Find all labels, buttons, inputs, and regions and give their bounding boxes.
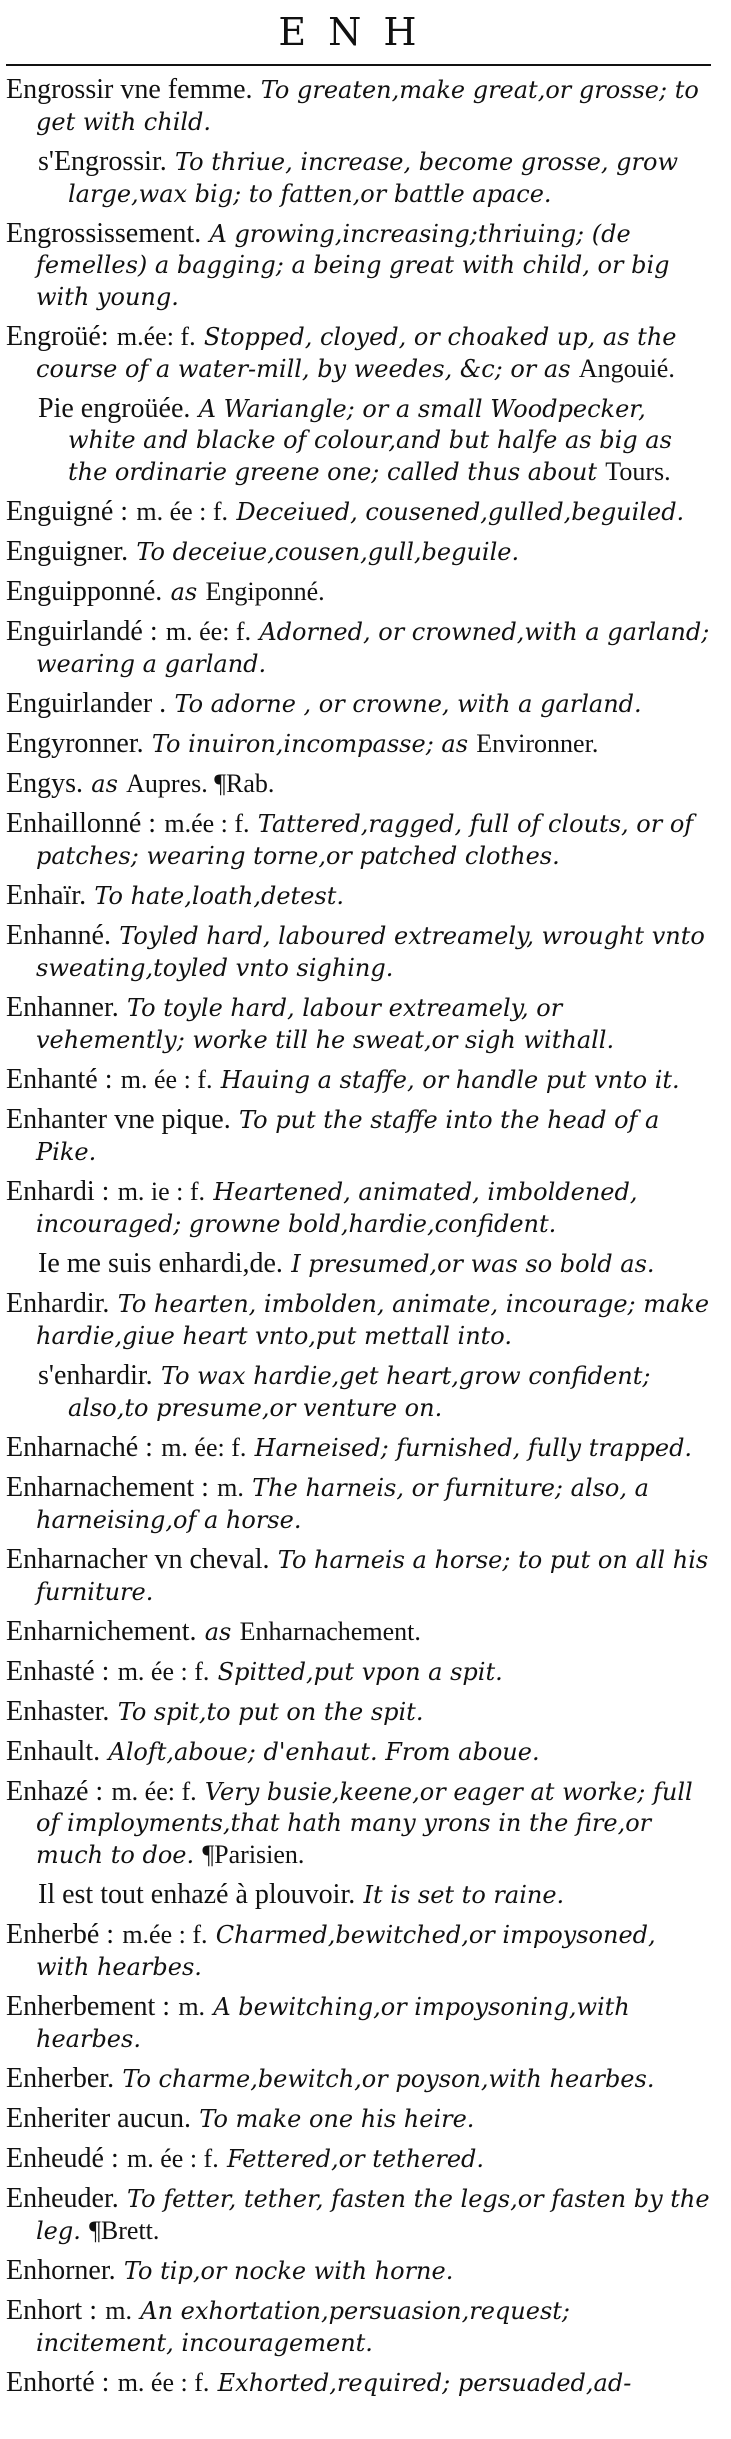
entry-grammar: m. ée: f. — [111, 1777, 197, 1806]
entry-headword: Enguirlander . — [6, 688, 167, 719]
entry-headword: Ie me suis enhardi,de. — [38, 1248, 283, 1279]
entry-definition: To spit,to put on the spit. — [117, 1698, 424, 1726]
dictionary-entry — [6, 2103, 711, 2135]
entry-definition: as — [204, 1618, 232, 1646]
dictionary-entry — [6, 536, 711, 568]
dictionary-entry — [6, 1360, 711, 1424]
entry-headword: Enheriter aucun. — [6, 2103, 192, 2134]
entry-definition: To adorne , or crowne, with a garland. — [174, 690, 642, 718]
dictionary-entry — [6, 1991, 711, 2055]
entry-definition: Exhorted,required; persuaded,ad- — [217, 2369, 632, 2397]
entry-headword: Enherbé : — [6, 1919, 115, 1950]
dictionary-entry — [6, 808, 711, 872]
entry-headword: Enharnachement : — [6, 1472, 209, 1503]
entry-headword: Enhorner. — [6, 2255, 116, 2286]
dictionary-entry — [6, 1176, 711, 1240]
entry-headword: Enhardir. — [6, 1288, 110, 1319]
dictionary-entry — [6, 321, 711, 385]
dictionary-entry — [6, 992, 711, 1056]
entry-headword: Enhanté : — [6, 1064, 113, 1095]
entry-definition: Spitted,put vpon a spit. — [217, 1658, 503, 1686]
entry-definition: Tattered,ragged, full of clouts, or of patches; wearing torne,or patched clothes. — [36, 810, 694, 870]
entry-headword: Engrossir vne femme. — [6, 74, 253, 105]
entry-definition: To harneis a horse; to put on all his furniture. — [36, 1546, 709, 1606]
entry-headword: Enguirlandé : — [6, 616, 158, 647]
dictionary-entry — [6, 2367, 711, 2399]
dictionary-entry — [6, 74, 711, 138]
entry-headword: Pie engroüée. — [38, 393, 191, 424]
entry-definition: To hearten, imbolden, animate, incourage; make hardie,giue heart vnto,put mettall into. — [36, 1290, 710, 1350]
entry-reference: ¶Parisien. — [202, 1840, 305, 1869]
entry-headword: Enharnacher vn cheval. — [6, 1544, 270, 1575]
entry-headword: Enguigné : — [6, 496, 129, 527]
entry-grammar: m. ée : f. — [117, 2368, 210, 2397]
entry-headword: Enhanné. — [6, 920, 111, 951]
dictionary-entry — [6, 920, 711, 984]
entry-grammar: m. ée : f. — [127, 2144, 219, 2173]
entry-headword: Enherbement : — [6, 1991, 171, 2022]
entry-definition: A Wariangle; or a small Woodpecker, white and blacke of colour,and but halfe as big as the ordinarie greene one; called thus about — [68, 395, 672, 486]
entry-definition: Stopped, cloyed, or choaked up, as the course of a water-mill, by weedes, &c; or as — [36, 323, 677, 383]
entry-definition: To greaten,make great,or grosse; to get with child. — [36, 76, 699, 136]
entry-headword: Engroüé: — [6, 321, 109, 352]
entry-headword: Il est tout enhazé à plouvoir. — [38, 1879, 356, 1910]
entry-headword: s'Engrossir. — [38, 146, 167, 177]
entry-definition: Adorned, or crowned,with a garland; wearing a garland. — [36, 618, 710, 678]
entry-grammar: m. ie : f. — [117, 1177, 206, 1206]
dictionary-entry — [6, 688, 711, 720]
entry-definition: To hate,loath,detest. — [94, 882, 344, 910]
entry-headword: Enhanter vne pique. — [6, 1104, 231, 1135]
entry-definition: To toyle hard, labour extreamely, or vehemently; worke till he sweat,or sigh withall. — [36, 994, 615, 1054]
entry-definition: Fettered,or tethered. — [226, 2145, 485, 2173]
entry-definition: To charme,bewitch,or poyson,with hearbes. — [122, 2065, 655, 2093]
dictionary-entry — [6, 728, 711, 760]
entry-definition: The harneis, or furniture; also, a harneising,of a horse. — [36, 1474, 649, 1534]
entry-headword: Enharnaché : — [6, 1432, 153, 1463]
dictionary-entry — [6, 1472, 711, 1536]
entry-headword: Engyronner. — [6, 728, 144, 759]
entry-grammar: m. — [178, 1992, 206, 2021]
dictionary-entry — [6, 880, 711, 912]
dictionary-entry — [6, 218, 711, 313]
entry-grammar: m. ée : f. — [117, 1657, 210, 1686]
entry-headword: Enhaster. — [6, 1696, 110, 1727]
dictionary-entry — [6, 2143, 711, 2175]
entry-definition: To put the staffe into the head of a Pike. — [36, 1106, 660, 1166]
dictionary-entry — [6, 1248, 711, 1280]
entry-definition: Charmed,bewitched,or impoysoned, with hearbes. — [36, 1921, 656, 1981]
entry-headword: Enhorté : — [6, 2367, 110, 2398]
dictionary-entry — [6, 768, 711, 800]
entry-reference: Angouié. — [578, 354, 675, 383]
entry-grammar: m.ée: f. — [116, 322, 196, 351]
dictionary-entry — [6, 1104, 711, 1168]
dictionary-entry — [6, 1776, 711, 1871]
page-header: ENH — [278, 10, 439, 54]
entry-headword: Enhanner. — [6, 992, 119, 1023]
entry-headword: s'enhardir. — [38, 1360, 153, 1391]
entry-reference: Environner. — [476, 729, 599, 758]
entry-definition: An exhortation,persuasion,request; incitement, incouragement. — [36, 2297, 571, 2357]
dictionary-entry — [6, 1288, 711, 1352]
entry-definition: Heartened, animated, imboldened, incouraged; growne bold,hardie,confident. — [36, 1178, 638, 1238]
entry-reference: Tours. — [605, 457, 671, 486]
dictionary-entry — [6, 146, 711, 210]
dictionary-entry — [6, 2295, 711, 2359]
entry-headword: Enhault. — [6, 1736, 101, 1767]
entry-headword: Enhazé : — [6, 1776, 104, 1807]
entry-headword: Enhasté : — [6, 1656, 110, 1687]
header-rule — [6, 64, 711, 66]
dictionary-entry — [6, 1432, 711, 1464]
entry-grammar: m. ée : f. — [120, 1065, 213, 1094]
entry-headword: Enheudé : — [6, 2143, 119, 2174]
entry-definition: To tip,or nocke with horne. — [123, 2257, 454, 2285]
entry-headword: Engys. — [6, 768, 83, 799]
dictionary-entry — [6, 1919, 711, 1983]
entry-headword: Enhaillonné : — [6, 808, 157, 839]
entry-definition: as — [170, 578, 198, 606]
dictionary-entry — [6, 576, 711, 608]
entry-headword: Enherber. — [6, 2063, 115, 2094]
entry-headword: Enguipponné. — [6, 576, 163, 607]
entry-reference: Enharnachement. — [239, 1617, 421, 1646]
dictionary-entry — [6, 1696, 711, 1728]
entry-definition: as — [91, 770, 118, 798]
entry-headword: Engrossissement. — [6, 218, 202, 249]
entry-grammar: m.ée : f. — [164, 809, 250, 838]
dictionary-entry — [6, 393, 711, 488]
entry-headword: Enhaïr. — [6, 880, 87, 911]
entry-definition: Deceiued, cousened,gulled,beguiled. — [236, 498, 685, 526]
dictionary-entry — [6, 1879, 711, 1911]
entry-headword: Enguigner. — [6, 536, 129, 567]
dictionary-entry — [6, 2183, 711, 2247]
entry-reference: Aupres. ¶Rab. — [126, 769, 275, 798]
entry-reference: ¶Brett. — [89, 2216, 160, 2245]
entry-headword: Enhardi : — [6, 1176, 110, 1207]
entry-grammar: m. — [105, 2296, 132, 2325]
dictionary-entry — [6, 1064, 711, 1096]
entry-definition: Very busie,keene,or eager at worke; full of imployments,that hath many yrons in the fire,or much to doe. — [36, 1778, 693, 1869]
entry-list — [6, 74, 711, 2399]
entry-definition: A growing,increasing;thriuing; (de femelles) a bagging; a being great with child, or big with young. — [36, 220, 670, 311]
entry-definition: Harneised; furnished, fully trapped. — [254, 1434, 693, 1462]
entry-definition: I presumed,or was so bold as. — [291, 1250, 655, 1278]
dictionary-entry — [6, 616, 711, 680]
entry-definition: To make one his heire. — [199, 2105, 475, 2133]
entry-grammar: m. ée: f. — [161, 1433, 247, 1462]
entry-definition: To deceiue,cousen,gull,beguile. — [136, 538, 520, 566]
entry-definition: It is set to raine. — [363, 1881, 565, 1909]
entry-definition: To fetter, tether, fasten the legs,or fasten by the leg. — [36, 2185, 710, 2245]
dictionary-entry — [6, 1736, 711, 1768]
entry-reference: Engiponné. — [205, 577, 325, 606]
dictionary-entry — [6, 496, 711, 528]
entry-definition: To inuiron,incompasse; as — [151, 730, 469, 758]
entry-headword: Enhort : — [6, 2295, 97, 2326]
dictionary-entry — [6, 1544, 711, 1608]
dictionary-entry — [6, 1656, 711, 1688]
dictionary-entry — [6, 1616, 711, 1648]
entry-definition: Aloft,aboue; d'enhaut. From aboue. — [108, 1738, 540, 1766]
entry-definition: To wax hardie,get heart,grow confident; also,to presume,or venture on. — [68, 1362, 651, 1422]
entry-definition: To thriue, increase, become grosse, grow large,wax big; to fatten,or battle apace. — [68, 148, 678, 208]
entry-definition: Toyled hard, laboured extreamely, wrought vnto sweating,toyled vnto sighing. — [36, 922, 705, 982]
entry-headword: Enheuder. — [6, 2183, 119, 2214]
entry-grammar: m. — [217, 1473, 244, 1502]
entry-grammar: m. ée: f. — [165, 617, 252, 646]
dictionary-entry — [6, 2255, 711, 2287]
entry-definition: A bewitching,or impoysoning,with hearbes. — [36, 1993, 630, 2053]
entry-definition: Hauing a staffe, or handle put vnto it. — [220, 1066, 680, 1094]
entry-grammar: m. ée : f. — [136, 497, 229, 526]
entry-grammar: m.ée : f. — [122, 1920, 208, 1949]
entry-headword: Enharnichement. — [6, 1616, 197, 1647]
dictionary-entry — [6, 2063, 711, 2095]
